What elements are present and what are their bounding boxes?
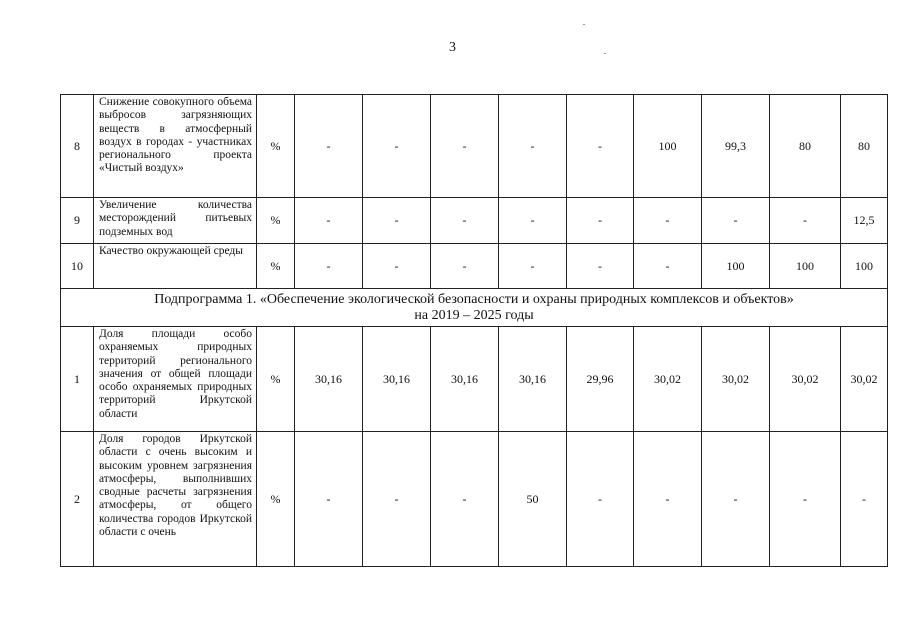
value-cell: 30,02	[702, 327, 770, 432]
unit-cell: %	[257, 198, 295, 244]
subprogram-title	[61, 289, 888, 327]
row-number: 10	[61, 244, 94, 289]
row-number: 2	[61, 432, 94, 567]
value-cell: -	[634, 198, 702, 244]
indicator-name: Снижение совокупного объема выбросов загрязняющих веществ в атмосферный воздух в городах - участниках регионального проекта «Чистый воздух»	[94, 95, 257, 198]
value-cell: -	[431, 198, 499, 244]
value-cell: -	[770, 432, 841, 567]
value-cell: -	[770, 198, 841, 244]
value-cell: 30,16	[295, 327, 363, 432]
indicators-table	[60, 94, 888, 567]
value-cell: -	[363, 198, 431, 244]
indicator-name: Увеличение количества месторождений питьевых подземных вод	[94, 198, 257, 244]
page-number: 3	[449, 40, 456, 55]
value-cell: 30,02	[634, 327, 702, 432]
value-cell: -	[634, 244, 702, 289]
row-number: 8	[61, 95, 94, 198]
value-cell: -	[499, 95, 567, 198]
table-row	[61, 244, 888, 289]
indicator-name: Доля городов Иркутской области с очень высоким и высоким уровнем загрязнения атмосферы, выполнивших сводные расчеты загрязнения атмосферы, от общего количества городов Иркутской области с очень	[94, 432, 257, 567]
value-cell: -	[567, 95, 634, 198]
table-row	[61, 327, 888, 432]
value-cell: 80	[770, 95, 841, 198]
value-cell: 50	[499, 432, 567, 567]
value-cell: 30,16	[363, 327, 431, 432]
value-cell: -	[499, 198, 567, 244]
value-cell: 100	[770, 244, 841, 289]
value-cell: 100	[841, 244, 888, 289]
value-cell: -	[363, 244, 431, 289]
value-cell: -	[295, 244, 363, 289]
value-cell: -	[567, 432, 634, 567]
value-cell: 12,5	[841, 198, 888, 244]
value-cell: -	[295, 432, 363, 567]
value-cell: 30,16	[499, 327, 567, 432]
value-cell: 29,96	[567, 327, 634, 432]
subprogram-period-line: на 2019 – 2025 годы	[414, 307, 534, 323]
value-cell: -	[702, 198, 770, 244]
value-cell: -	[702, 432, 770, 567]
unit-cell: %	[257, 95, 295, 198]
value-cell: -	[363, 432, 431, 567]
indicator-name: Доля площади особо охраняемых природных территорий регионального значения от общей площади особо охраняемых природных территорий Иркутской области	[94, 327, 257, 432]
subprogram-title-line: Подпрограмма 1. «Обеспечение экологической безопасности и охраны природных комплексов и объектов»	[154, 291, 794, 307]
table-row	[61, 198, 888, 244]
value-cell: -	[295, 198, 363, 244]
value-cell: -	[431, 244, 499, 289]
scan-speck	[604, 53, 606, 54]
unit-cell: %	[257, 244, 295, 289]
table-row	[61, 95, 888, 198]
value-cell: -	[567, 244, 634, 289]
value-cell: -	[295, 95, 363, 198]
value-cell: -	[841, 432, 888, 567]
value-cell: 100	[634, 95, 702, 198]
value-cell: -	[567, 198, 634, 244]
value-cell: 30,02	[841, 327, 888, 432]
unit-cell: %	[257, 327, 295, 432]
value-cell: 100	[702, 244, 770, 289]
value-cell: -	[431, 432, 499, 567]
row-number: 1	[61, 327, 94, 432]
subprogram-header-row	[61, 289, 888, 327]
row-number: 9	[61, 198, 94, 244]
value-cell: 99,3	[702, 95, 770, 198]
value-cell: 30,16	[431, 327, 499, 432]
value-cell: 80	[841, 95, 888, 198]
unit-cell: %	[257, 432, 295, 567]
value-cell: -	[431, 95, 499, 198]
value-cell: -	[634, 432, 702, 567]
table-row	[61, 432, 888, 567]
value-cell: -	[363, 95, 431, 198]
value-cell: 30,02	[770, 327, 841, 432]
value-cell: -	[499, 244, 567, 289]
scan-speck	[583, 24, 585, 25]
indicator-name: Качество окружающей среды	[94, 244, 257, 289]
